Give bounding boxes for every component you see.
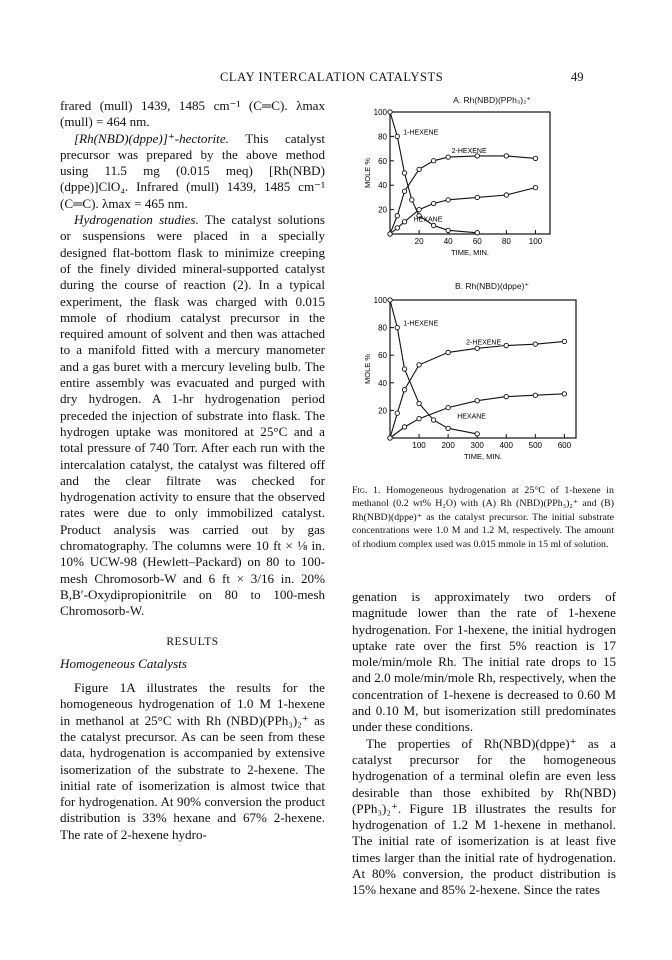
data-point bbox=[388, 436, 392, 440]
chart-b-title: B. Rh(NBD)(dppe)⁺ bbox=[455, 281, 529, 291]
x-tick-label: 100 bbox=[528, 237, 543, 246]
x-tick-label: 60 bbox=[472, 237, 482, 246]
x-tick-label: 80 bbox=[501, 237, 511, 246]
x-tick-label: 600 bbox=[557, 441, 572, 450]
paragraph-dppe-hectorite bbox=[60, 131, 325, 212]
data-point bbox=[402, 367, 406, 371]
data-point bbox=[475, 432, 479, 436]
data-point bbox=[388, 232, 392, 236]
paragraph-body: The catalyst solutions or suspensions were placed in a specially designed flat-bottom flask to minimize creeping of the finely divided mineral-supported catalyst during the course of reaction (2). In a typical experiment, the flask was charged with 0.015 mmole of rhodium catalyst precursor in the required amount of solvent and then was attached to a manifold fitted with a mercury manometer and a gas buret with a mercury leveling bulb. The entire assembly was evacuated and purged with dry hydrogen. A 1-hr hydrogenation period preceded the injection of substrate into flask. The hydrogen uptake was monitored at 25°C and a total pressure of 740 Torr. After each run with the intercalation catalyst, the catalyst was filtered off and the clear filtrate was checked for hydrogenation activity to ensure that the observed rates were due to only immobilized catalyst. Product analysis was carried out by gas chromatography. The columns were 10 ft × ⅛ in. 10% UCW-98 (Hewlett–Packard) on 80 to 100-mesh Chromosorb-W and 6 ft × 3/16 in. 20% B,B′-Oxydipropionitrile on 80 to 100-mesh Chromosorb-W. bbox=[60, 212, 325, 619]
data-point bbox=[431, 223, 435, 227]
paragraph-body: This catalyst precursor was prepared by the above method using 11.5 mg (0.015 meq) [Rh(NBD)(dppe)]ClO₄. Infrared (mull) 1439, 1485 cm⁻¹ (C═C). λmax = 465 nm. bbox=[60, 130, 325, 211]
x-axis-label: TIME, MIN. bbox=[451, 248, 489, 257]
data-point bbox=[395, 214, 399, 218]
data-point bbox=[475, 399, 479, 403]
y-tick-label: 100 bbox=[373, 108, 387, 117]
paragraph-title: [Rh(NBD)(dppe)]⁺-hectorite. bbox=[74, 130, 229, 146]
y-tick-label: 20 bbox=[378, 406, 387, 416]
data-point bbox=[417, 401, 421, 405]
series-label: 2-HEXENE bbox=[451, 147, 487, 155]
series-label: 1-HEXENE bbox=[403, 129, 439, 137]
data-point bbox=[504, 154, 508, 158]
running-title: CLAY INTERCALATION CATALYSTS bbox=[220, 70, 444, 84]
x-tick-label: 40 bbox=[443, 237, 453, 246]
data-point bbox=[475, 231, 479, 235]
data-point bbox=[417, 167, 421, 171]
paragraph-hydrogenation-studies bbox=[60, 212, 325, 619]
data-point bbox=[446, 350, 450, 354]
chart-a-title: A. Rh(NBD)(PPh₃)₂⁺ bbox=[453, 95, 531, 105]
data-point bbox=[562, 392, 566, 396]
data-point bbox=[504, 343, 508, 347]
data-point bbox=[388, 110, 392, 114]
paragraph-infrared: frared (mull) 1439, 1485 cm⁻¹ (C═C). λmax (mull) = 464 nm. bbox=[60, 98, 325, 130]
data-point bbox=[431, 418, 435, 422]
page-header bbox=[0, 70, 672, 90]
data-point bbox=[504, 394, 508, 398]
y-tick-label: 60 bbox=[378, 156, 387, 166]
data-point bbox=[431, 159, 435, 163]
data-point bbox=[446, 426, 450, 430]
data-point bbox=[402, 189, 406, 193]
x-tick-label: 200 bbox=[441, 441, 455, 450]
chart-a bbox=[362, 106, 622, 274]
paragraph-title: Hydrogenation studies. bbox=[74, 212, 199, 228]
data-point bbox=[475, 195, 479, 199]
data-point bbox=[504, 193, 508, 197]
data-point bbox=[562, 339, 566, 343]
data-point bbox=[402, 171, 406, 175]
y-axis-label: MOLE % bbox=[363, 157, 372, 189]
paragraph-dppe-properties: The properties of Rh(NBD)(dppe)⁺ as a catalyst precursor for the homogeneous hydrogenation of a terminal olefin are even less desirable than those exhibited by Rh(NBD)(PPh₃)₂⁺. Figure 1B illustrates the results for hydrogenation of 1.2 M 1-hexene in methanol. The initial rate of isomerization is at least five times larger than the initial rate of hydrogenation. At 80% conversion, the product distribution is 15% hexane and 85% 2-hexene. Since the rates bbox=[352, 735, 616, 898]
data-point bbox=[475, 346, 479, 350]
figure-caption bbox=[352, 484, 614, 551]
x-tick-label: 400 bbox=[499, 441, 513, 450]
paragraph-figure-1a: Figure 1A illustrates the results for the homogeneous hydrogenation of 1.0 M 1-hexene in methanol at 25°C with Rh (NBD)(PPh₃)₂⁺ as the catalyst precursor. As can be seen from these data, hydrogenation is accompanied by extensive isomerization of the substrate to 2-hexene. The initial rate of isomerization is almost twice that for hydrogenation. At 90% conversion the product distribution is 33% hexane and 67% 2-hexene. The rate of 2-hexene hydro- bbox=[60, 680, 325, 842]
data-point bbox=[417, 207, 421, 211]
data-point bbox=[395, 411, 399, 415]
caption-lead: Fig. 1. bbox=[352, 485, 381, 496]
series-line-2-hexene bbox=[390, 156, 536, 234]
series-line-2-hexene bbox=[390, 341, 564, 438]
y-tick-label: 80 bbox=[378, 323, 387, 333]
caption-text: Homogeneous hydrogenation at 25°C of 1-hexene in methanol (0.2 wt% H₂O) with (A) Rh (NBD)(PPh₃)₂⁺ and (B) Rh(NBD)(dppe)⁺ as the catalyst precursor. The initial substrate concentrations were 1.0 M and 1.2 M, respectively. The amount of rhodium complex used was 0.015 mmole in 15 ml of solution. bbox=[352, 485, 614, 550]
section-heading-results: RESULTS bbox=[166, 635, 219, 648]
data-point bbox=[533, 156, 537, 160]
data-point bbox=[446, 198, 450, 202]
data-point bbox=[402, 388, 406, 392]
series-label: HEXANE bbox=[413, 216, 443, 224]
chart-b bbox=[362, 292, 622, 477]
series-line-hexane bbox=[390, 188, 536, 234]
subsection-heading: Homogeneous Catalysts bbox=[60, 655, 187, 671]
data-point bbox=[417, 416, 421, 420]
y-tick-label: 80 bbox=[378, 132, 387, 142]
y-tick-label: 20 bbox=[378, 205, 387, 215]
y-tick-label: 40 bbox=[378, 181, 387, 191]
series-label: 1-HEXENE bbox=[403, 320, 439, 328]
left-column bbox=[60, 98, 325, 843]
y-tick-label: 40 bbox=[378, 378, 387, 388]
x-tick-label: 20 bbox=[414, 237, 424, 246]
data-point bbox=[395, 226, 399, 230]
data-point bbox=[446, 155, 450, 159]
x-tick-label: 500 bbox=[528, 441, 542, 450]
figure-1 bbox=[362, 95, 622, 482]
data-point bbox=[446, 228, 450, 232]
data-point bbox=[533, 342, 537, 346]
data-point bbox=[388, 298, 392, 302]
x-tick-label: 100 bbox=[412, 441, 426, 450]
data-point bbox=[533, 185, 537, 189]
series-label: 2-HEXENE bbox=[466, 339, 502, 347]
data-point bbox=[395, 325, 399, 329]
paragraph-rates: genation is approximately two orders of magnitude lower than the rate of 1-hexene hydrogenation. For 1-hexene, the initial hydrogen uptake rate over the first 5% reaction is 17 mole/min/mole Rh. The initial rate drops to 15 and 2.0 mole/min/mole Rh, respectively, when the concentration of 1-hexene is decreased to 0.60 M and 0.10 M, but isomerization still predominates under these conditions. bbox=[352, 589, 616, 735]
data-point bbox=[533, 393, 537, 397]
y-axis-label: MOLE % bbox=[363, 353, 372, 385]
data-point bbox=[410, 198, 414, 202]
data-point bbox=[402, 425, 406, 429]
x-axis-label: TIME, MIN. bbox=[464, 452, 502, 461]
x-tick-label: 300 bbox=[470, 441, 484, 450]
series-label: HEXANE bbox=[457, 413, 486, 421]
data-point bbox=[446, 405, 450, 409]
data-point bbox=[431, 201, 435, 205]
page-number: 49 bbox=[571, 70, 584, 84]
data-point bbox=[402, 220, 406, 224]
data-point bbox=[395, 134, 399, 138]
right-column bbox=[352, 589, 616, 899]
y-tick-label: 60 bbox=[378, 351, 387, 361]
data-point bbox=[417, 363, 421, 367]
y-tick-label: 100 bbox=[373, 296, 387, 305]
